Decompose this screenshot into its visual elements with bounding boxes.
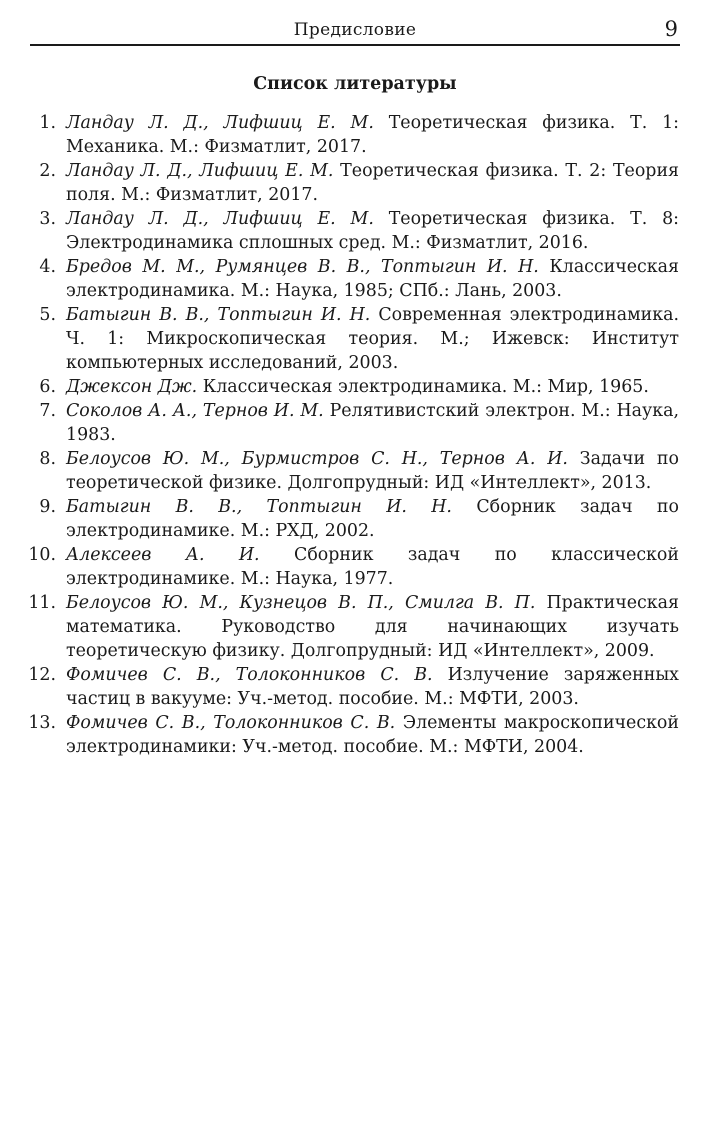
reference-number: 3. <box>39 209 56 229</box>
reference-number: 8. <box>39 449 56 469</box>
reference-number: 5. <box>39 305 56 325</box>
reference-text: Задачи по теоретической физике. Долгопрудный: ИД «Интеллект», 2013. <box>66 449 679 493</box>
running-header <box>30 18 680 46</box>
reference-number: 4. <box>39 257 56 277</box>
reference-number: 11. <box>28 593 56 613</box>
reference-text: Релятивистский электрон. М.: Наука, 1983. <box>66 401 680 445</box>
reference-text: Сборник задач по классической электродинамике. М.: Наука, 1977. <box>66 545 679 589</box>
reference-text: Практическая математика. Руководство для начинающих изучать теоретическую физику. Долгопрудный: ИД «Интеллект», 2009. <box>66 593 680 661</box>
reference-authors: Батыгин В. В., Топтыгин И. Н. <box>66 497 452 517</box>
reference-number: 9. <box>39 497 56 517</box>
reference-item <box>0 207 679 255</box>
reference-authors: Ландау Л. Д., Лифшиц Е. М. <box>66 161 334 181</box>
reference-text: Классическая электродинамика. М.: Мир, 1965. <box>202 377 649 397</box>
reference-text: Теоретическая физика. Т. 2: Теория поля. М.: Физматлит, 2017. <box>66 161 680 205</box>
reference-item <box>0 543 679 591</box>
reference-authors: Батыгин В. В., Топтыгин И. Н. <box>66 305 371 325</box>
reference-authors: Белоусов Ю. М., Кузнецов В. П., Смилга В. П. <box>66 593 536 613</box>
reference-item <box>0 255 679 303</box>
reference-text: Теоретическая физика. Т. 1: Механика. М.: Физматлит, 2017. <box>66 113 679 157</box>
reference-authors: Соколов А. А., Тернов И. М. <box>66 401 324 421</box>
reference-authors: Ландау Л. Д., Лифшиц Е. М. <box>66 209 374 229</box>
reference-number: 2. <box>39 161 56 181</box>
reference-item <box>0 495 679 543</box>
reference-list <box>0 111 721 759</box>
section-title: Список литературы <box>253 74 457 94</box>
reference-text: Сборник задач по электродинамике. М.: РХД, 2002. <box>66 497 679 541</box>
reference-item <box>0 375 679 399</box>
reference-text: Современная электродинамика. Ч. 1: Микроскопическая теория. М.; Ижевск: Институт компьютерных исследований, 2003. <box>66 305 679 373</box>
reference-number: 1. <box>39 113 56 133</box>
reference-number: 13. <box>28 713 56 733</box>
reference-item <box>0 711 679 759</box>
reference-text: Излучение заряженных частиц в вакууме: Уч.-метод. пособие. М.: МФТИ, 2003. <box>66 665 679 709</box>
reference-number: 6. <box>39 377 56 397</box>
reference-item <box>0 591 679 663</box>
reference-text: Теоретическая физика. Т. 8: Электродинамика сплошных сред. М.: Физматлит, 2016. <box>66 209 679 253</box>
running-title: Предисловие <box>293 20 417 40</box>
reference-number: 12. <box>28 665 56 685</box>
reference-number: 10. <box>28 545 56 565</box>
reference-item <box>0 159 679 207</box>
page-number: 9 <box>664 17 678 41</box>
reference-item <box>0 111 679 159</box>
reference-authors: Ландау Л. Д., Лифшиц Е. М. <box>66 113 374 133</box>
reference-item <box>0 447 679 495</box>
reference-item <box>0 399 679 447</box>
reference-authors: Фомичев С. В., Толоконников С. В. <box>66 665 433 685</box>
reference-authors: Бредов М. М., Румянцев В. В., Топтыгин И. Н. <box>66 257 539 277</box>
reference-item <box>0 663 679 711</box>
reference-authors: Джексон Дж. <box>66 377 198 397</box>
reference-item <box>0 303 679 375</box>
reference-authors: Фомичев С. В., Толоконников С. В. <box>66 713 396 733</box>
reference-authors: Алексеев А. И. <box>66 545 260 565</box>
reference-authors: Белоусов Ю. М., Бурмистров С. Н., Тернов А. И. <box>66 449 568 469</box>
reference-number: 7. <box>39 401 56 421</box>
reference-text: Элементы макроскопической электродинамики: Уч.-метод. пособие. М.: МФТИ, 2004. <box>66 713 679 757</box>
reference-text: Классическая электродинамика. М.: Наука, 1985; СПб.: Лань, 2003. <box>66 257 679 301</box>
